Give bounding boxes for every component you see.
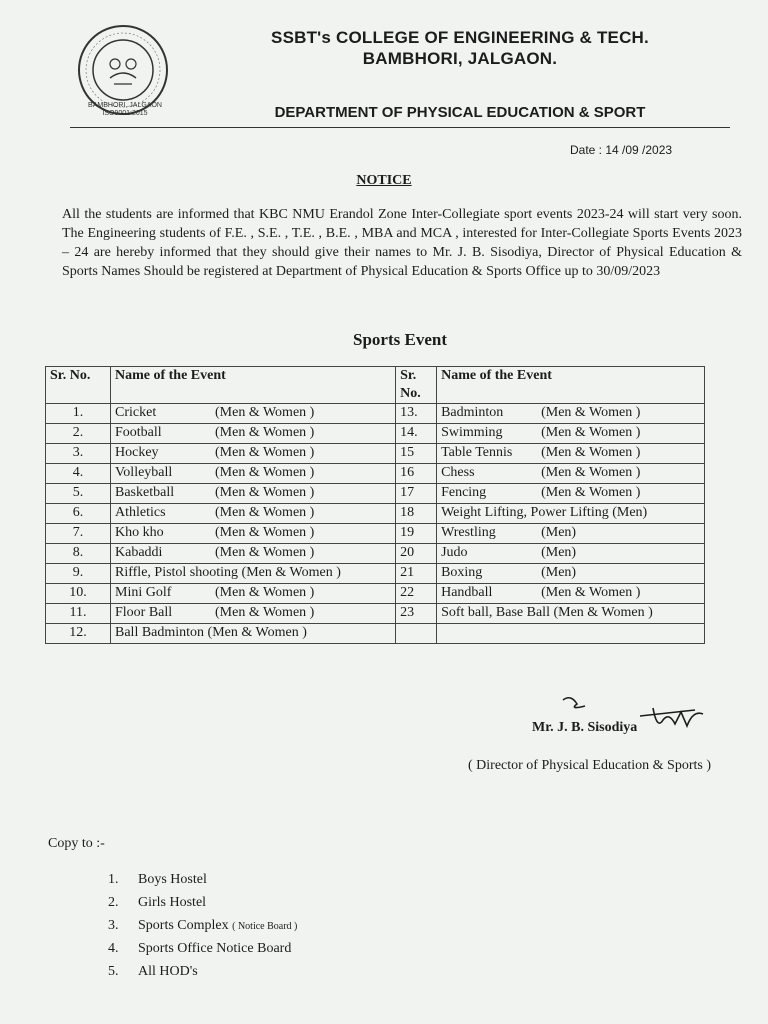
event-name: Boxing xyxy=(441,565,483,580)
list-item-text: Sports Complex xyxy=(138,918,229,933)
event-category: (Men & Women ) xyxy=(541,445,641,460)
event-cell xyxy=(437,404,705,424)
table-row xyxy=(46,464,705,484)
event-cell xyxy=(437,464,705,484)
event-sr-no: 2. xyxy=(46,424,111,444)
table-row xyxy=(46,484,705,504)
event-sr-no: 1. xyxy=(46,404,111,424)
event-name: Riffle, Pistol shooting (Men & Women ) xyxy=(115,565,341,580)
event-category: (Men & Women ) xyxy=(215,525,315,540)
event-category: (Men & Women ) xyxy=(215,505,315,520)
department-title: DEPARTMENT OF PHYSICAL EDUCATION & SPORT xyxy=(274,104,646,121)
event-cell xyxy=(111,484,396,504)
event-name: Hockey xyxy=(115,445,159,460)
event-cell xyxy=(111,504,396,524)
header-divider xyxy=(70,127,730,128)
events-table-body xyxy=(46,404,705,644)
event-sr-no: 13. xyxy=(396,404,437,424)
event-category: (Men & Women ) xyxy=(215,425,315,440)
event-cell xyxy=(437,584,705,604)
event-cell xyxy=(111,564,396,584)
event-cell xyxy=(111,524,396,544)
event-name: Badminton xyxy=(441,405,504,420)
list-item-text: Sports Office Notice Board xyxy=(138,941,292,956)
table-row xyxy=(46,604,705,624)
college-name-line1: SSBT's COLLEGE OF ENGINEERING & TECH. xyxy=(271,28,649,47)
event-sr-no: 8. xyxy=(46,544,111,564)
event-name: Handball xyxy=(441,585,493,600)
event-cell xyxy=(437,604,705,624)
event-name: Judo xyxy=(441,545,468,560)
event-category: (Men & Women ) xyxy=(541,585,641,600)
notice-date: Date : 14 /09 /2023 xyxy=(570,143,673,157)
college-name xyxy=(240,27,680,69)
table-row xyxy=(46,404,705,424)
header-sr-no-2: Sr. No. xyxy=(396,367,437,404)
sports-events-table xyxy=(45,366,705,644)
list-item-number: 1. xyxy=(108,872,119,887)
table-row xyxy=(46,584,705,604)
event-name: Kho kho xyxy=(115,525,164,540)
event-cell xyxy=(111,404,396,424)
event-name: Volleyball xyxy=(115,465,173,480)
header-sr-no: Sr. No. xyxy=(46,367,111,404)
event-name: Chess xyxy=(441,465,475,480)
copy-to-list xyxy=(108,872,297,987)
list-item xyxy=(108,872,297,895)
table-row xyxy=(46,424,705,444)
event-category: (Men & Women ) xyxy=(215,485,315,500)
event-category: (Men & Women ) xyxy=(215,405,315,420)
event-sr-no: 9. xyxy=(46,564,111,584)
event-cell xyxy=(437,484,705,504)
event-name: Swimming xyxy=(441,425,503,440)
event-name: Ball Badminton (Men & Women ) xyxy=(115,625,307,640)
event-category: (Men) xyxy=(541,545,577,560)
event-cell xyxy=(111,604,396,624)
event-name: Cricket xyxy=(115,405,157,420)
event-name: Soft ball, Base Ball (Men & Women ) xyxy=(441,605,653,620)
table-row xyxy=(46,524,705,544)
event-sr-no: 19 xyxy=(396,524,437,544)
table-row xyxy=(46,564,705,584)
event-category: (Men & Women ) xyxy=(215,545,315,560)
event-cell xyxy=(437,564,705,584)
notice-title: NOTICE xyxy=(356,173,412,188)
list-item xyxy=(108,941,297,964)
list-item-text: Girls Hostel xyxy=(138,895,207,910)
event-category: (Men & Women ) xyxy=(215,585,315,600)
table-row xyxy=(46,504,705,524)
event-category: (Men & Women ) xyxy=(215,605,315,620)
event-category: (Men & Women ) xyxy=(541,405,641,420)
sports-event-title: Sports Event xyxy=(353,330,447,349)
event-cell xyxy=(111,544,396,564)
event-cell xyxy=(437,424,705,444)
event-sr-no: 4. xyxy=(46,464,111,484)
event-sr-no: 7. xyxy=(46,524,111,544)
list-item xyxy=(108,964,297,987)
list-item xyxy=(108,918,297,941)
event-name: Wrestling xyxy=(441,525,496,540)
college-name-line2: BAMBHORI, JALGAON. xyxy=(362,49,558,68)
table-row xyxy=(46,444,705,464)
list-item-number: 2. xyxy=(108,895,119,910)
table-row xyxy=(46,624,705,644)
logo-caption-line2: ISO9001:2015 xyxy=(102,110,148,117)
list-item-number: 5. xyxy=(108,964,119,979)
event-sr-no: 12. xyxy=(46,624,111,644)
event-name: Athletics xyxy=(115,505,166,520)
logo-caption xyxy=(80,102,170,118)
event-category: (Men) xyxy=(541,565,577,580)
list-item-number: 4. xyxy=(108,941,119,956)
event-category: (Men & Women ) xyxy=(541,465,641,480)
event-name: Kabaddi xyxy=(115,545,163,560)
event-name: Football xyxy=(115,425,162,440)
event-sr-no: 17 xyxy=(396,484,437,504)
event-name: Fencing xyxy=(441,485,487,500)
list-item-number: 3. xyxy=(108,918,119,933)
event-category: (Men) xyxy=(541,525,577,540)
table-row xyxy=(46,544,705,564)
notice-body: All the students are informed that KBC NMU Erandol Zone Inter-Collegiate sport events 2023-24 will start very soon. The Engineering students of F.E. , S.E. , T.E. , B.E. , MBA and MCA , interested for Inter-Collegiate Sports Events 2023 – 24 are hereby informed that they should give their names to Mr. J. B. Sisodiya, Director of Physical Education & Sports Names Should be registered at Department of Physical Education & Sports Office up to 30/09/2023 xyxy=(62,207,742,279)
event-sr-no: 5. xyxy=(46,484,111,504)
event-sr-no: 11. xyxy=(46,604,111,624)
event-name: Floor Ball xyxy=(115,605,173,620)
event-name: Mini Golf xyxy=(115,585,172,600)
event-cell xyxy=(111,584,396,604)
event-name: Basketball xyxy=(115,485,175,500)
signatory-name: Mr. J. B. Sisodiya xyxy=(532,720,638,735)
event-name: Weight Lifting, Power Lifting (Men) xyxy=(441,505,648,520)
event-sr-no xyxy=(396,624,437,644)
event-cell xyxy=(437,544,705,564)
copy-to-label: Copy to :- xyxy=(48,836,105,851)
event-sr-no: 10. xyxy=(46,584,111,604)
header-event-name: Name of the Event xyxy=(111,367,396,404)
event-cell xyxy=(111,424,396,444)
list-item-note: ( Notice Board ) xyxy=(232,921,298,932)
event-name: Table Tennis xyxy=(441,445,513,460)
event-sr-no: 21 xyxy=(396,564,437,584)
event-sr-no: 15 xyxy=(396,444,437,464)
event-cell xyxy=(437,624,705,644)
signatory-designation: ( Director of Physical Education & Sports ) xyxy=(468,758,712,773)
list-item xyxy=(108,895,297,918)
logo-caption-line1: BAMBHORI, JALGAON xyxy=(88,102,162,109)
event-category: (Men & Women ) xyxy=(541,425,641,440)
event-sr-no: 16 xyxy=(396,464,437,484)
event-category: (Men & Women ) xyxy=(215,465,315,480)
event-sr-no: 20 xyxy=(396,544,437,564)
event-category: (Men & Women ) xyxy=(215,445,315,460)
event-cell xyxy=(437,504,705,524)
event-cell xyxy=(111,444,396,464)
event-sr-no: 6. xyxy=(46,504,111,524)
event-sr-no: 23 xyxy=(396,604,437,624)
event-category: (Men & Women ) xyxy=(541,485,641,500)
list-item-text: All HOD's xyxy=(138,964,198,979)
event-cell xyxy=(437,444,705,464)
event-sr-no: 14. xyxy=(396,424,437,444)
table-header-row xyxy=(46,367,705,404)
event-cell xyxy=(437,524,705,544)
header-event-name-2: Name of the Event xyxy=(437,367,705,404)
event-cell xyxy=(111,464,396,484)
event-sr-no: 18 xyxy=(396,504,437,524)
event-cell xyxy=(111,624,396,644)
event-sr-no: 22 xyxy=(396,584,437,604)
event-sr-no: 3. xyxy=(46,444,111,464)
list-item-text: Boys Hostel xyxy=(138,872,207,887)
